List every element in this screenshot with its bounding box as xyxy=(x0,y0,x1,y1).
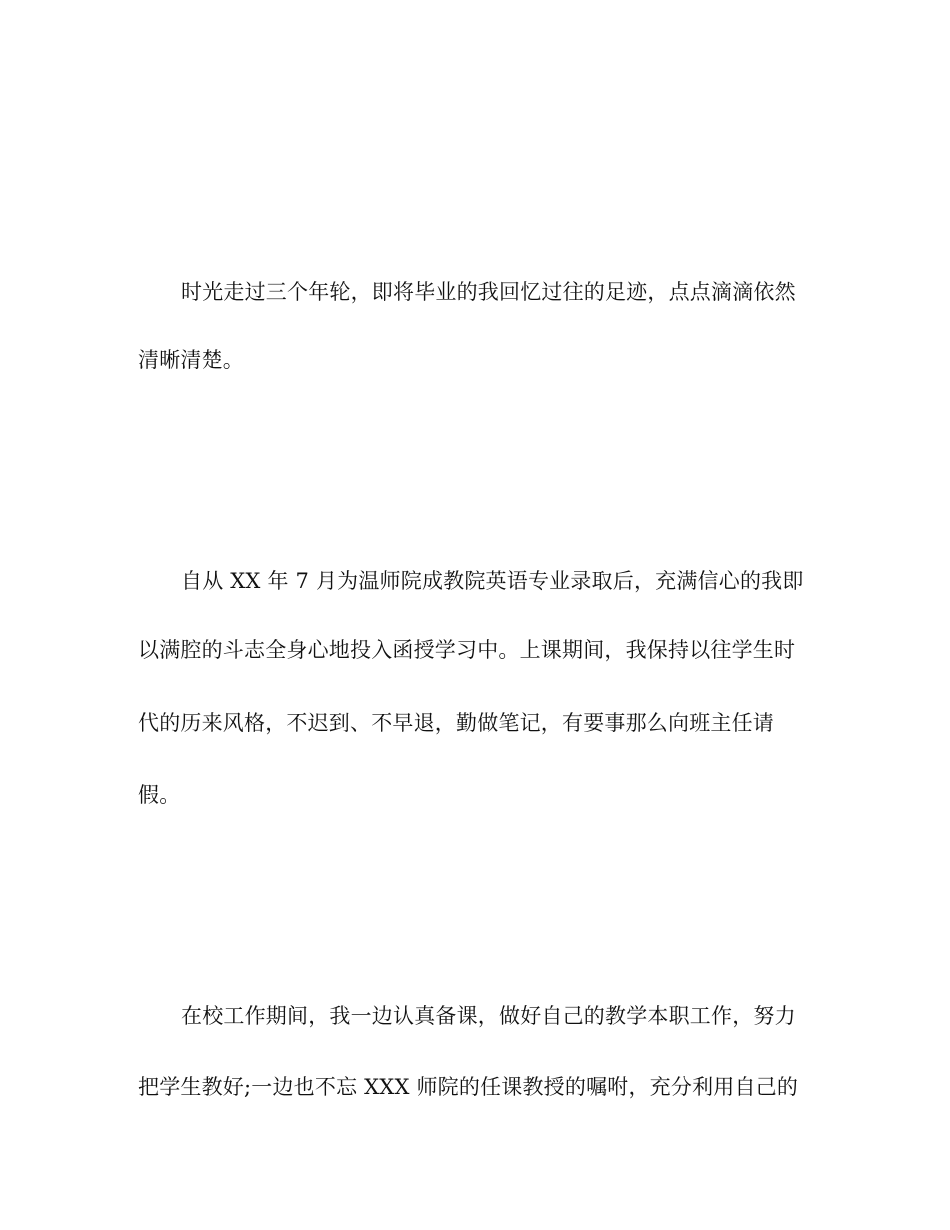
paragraph-2-line-2: 以满腔的斗志全身心地投入函授学习中。上课期间，我保持以往学生时 xyxy=(138,638,796,662)
paragraph-1-line-1: 时光走过三个年轮，即将毕业的我回忆过往的足迹，点点滴滴依然 xyxy=(181,280,796,304)
paragraph-2-line-3: 代的历来风格，不迟到、不早退，勤做笔记，有要事那么向班主任请 xyxy=(138,711,774,735)
paragraph-3-line-2: 把学生教好;一边也不忘 XXX 师院的任课教授的嘱咐，充分利用自己的 xyxy=(138,1075,799,1099)
paragraph-1-line-2: 清晰清楚。 xyxy=(138,348,244,372)
paragraph-2-line-4: 假。 xyxy=(138,783,181,807)
paragraph-2-line-1: 自从 XX 年 7 月为温师院成教院英语专业录取后，充满信心的我即 xyxy=(181,569,804,593)
paragraph-3-line-1: 在校工作期间，我一边认真备课，做好自己的教学本职工作，努力 xyxy=(181,1004,796,1028)
